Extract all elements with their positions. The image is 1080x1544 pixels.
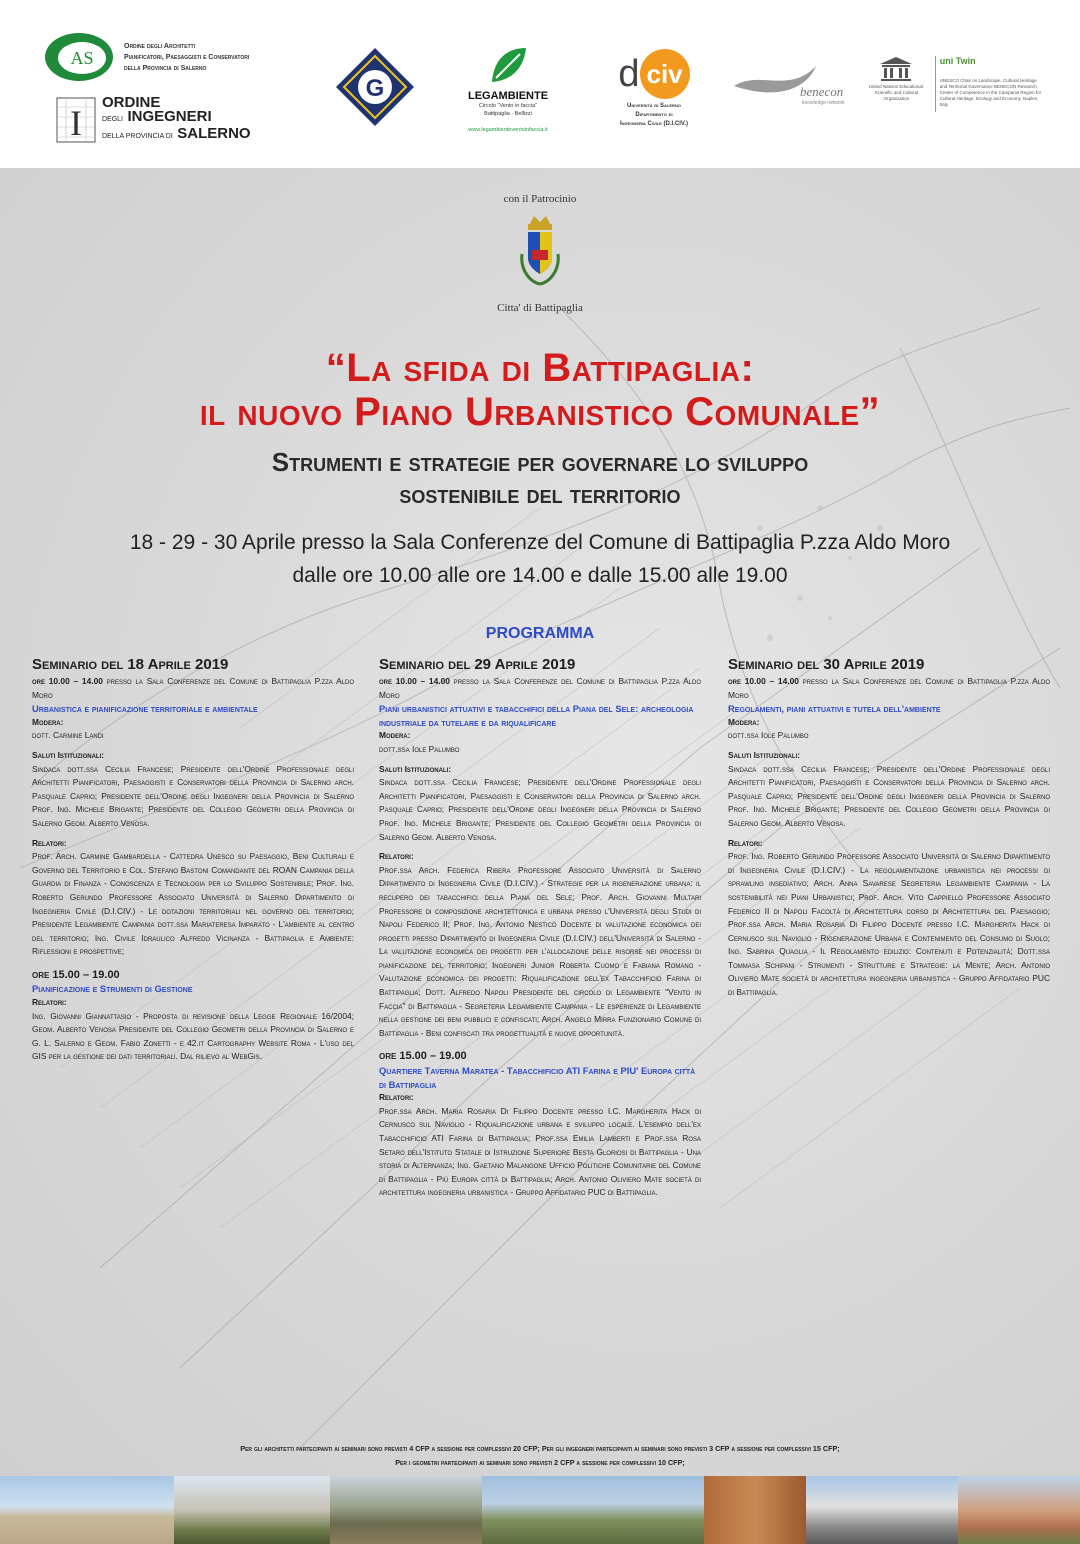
- pm-relatori-label: Relatori:: [379, 1092, 414, 1103]
- seminar-place: presso la Sala Conferenze del Comune di Battipaglia P.zza Aldo Moro: [32, 676, 355, 700]
- diciv-line-1: Università di Salerno: [627, 103, 681, 109]
- seminar-topic: Piani urbanistici attuativi e tabacchifici della Piana del Sele: archeologia industriale da tutelare e da riqualificare: [379, 703, 694, 728]
- ingegneri-degli: DEGLI: [102, 116, 124, 123]
- seminar-topic: Urbanistica e pianificazione territoriale e ambientale: [32, 703, 258, 715]
- seminar-time: ore 10.00 – 14.00: [728, 676, 799, 686]
- title-line-1: “La sfida di Battipaglia:: [325, 346, 755, 390]
- unitwin-caption: UNESCO Chair on Landscape, Cultural Heritage and Territorial Governance BENECON Research Center of Competence in the Campania Region for Cultural Heritage, Ecology and Economy, Naples, Italy: [939, 78, 1042, 107]
- architetti-emblem-icon: [42, 30, 116, 84]
- ingegneri-line-1: ORDINE: [102, 94, 161, 111]
- subtitle-line-2: sostenibile del territorio: [399, 479, 681, 509]
- legambiente-url: www.legambienteventoinfaccia.it: [468, 127, 548, 133]
- unesco-unitwin-logo: [862, 56, 1042, 120]
- svg-text:knowledge network: knowledge network: [802, 100, 845, 106]
- legambiente-logo: [458, 44, 558, 134]
- ordine-architetti-logo: [42, 30, 249, 84]
- pm-relatori-text: Ing. Giovanni Giannattasio - Proposta di revisione della Legge Regionale 16/2004; Geom. Alberto Venosa Presidente del Collegio Geometri della Provincia di Salerno e G. L. Salerno e Geom. Fabio Zonetti - e 42.it Cartography Website Roma - L'uso del GIS per la gestione dei dati territoriali. Dal rilievo al WebGis.: [32, 1010, 354, 1062]
- subtitle-line-1: Strumenti e strategie per governare lo sviluppo: [271, 447, 809, 477]
- sponsor-logo-bar: [0, 0, 1080, 168]
- collegio-geometri-logo: [334, 46, 416, 128]
- seminar-column-29: [379, 656, 701, 1200]
- seminar-place: presso la Sala Conferenze del Comune di Battipaglia P.zza Aldo Moro: [379, 676, 702, 700]
- svg-text:AS: AS: [70, 48, 94, 68]
- saluti-text: Sindaca dott.ssa Cecilia Francese; Presidente dell'Ordine Professionale degli Architetti Pianificatori, Paesaggisti e Conservatori della Provincia di Salerno arch. Pasquale Caprio; Presidente dell'Ordine degli Ingegneri della Provincia di Salerno Prof. Ing. Michele Brigante; Presidente del Collegio Geometri della Provincia di Salerno Geom. Alberto Venosa.: [728, 763, 1050, 828]
- legambiente-place: Battipaglia - Bellizzi: [484, 111, 532, 117]
- farmhouse-photo: [174, 1476, 330, 1544]
- diciv-d: d: [618, 52, 640, 95]
- seminar-pm-time: ore 15.00 – 19.00: [379, 1050, 467, 1063]
- beach-photo: [0, 1476, 174, 1544]
- modera-name: dott. Carmine Landi: [32, 730, 104, 741]
- modera-label: Modera:: [728, 716, 760, 727]
- ingegneri-line-3: SALERNO: [177, 125, 251, 142]
- saluti-label: Saluti Istituzionali:: [32, 749, 105, 760]
- street-photo: [806, 1476, 958, 1544]
- seminar-pm-time: ore 15.00 – 19.00: [32, 968, 120, 981]
- saluti-text: Sindaca dott.ssa Cecilia Francese; Presidente dell'Ordine Professionale degli Architetti Pianificatori, Paesaggisti e Conservatori della Provincia di Salerno arch. Pasquale Caprio; Presidente dell'Ordine degli Ingegneri della Provincia di Salerno Prof. Ing. Michele Brigante; Presidente del Collegio Geometri della Provincia di Salerno Geom. Alberto Venosa.: [379, 777, 701, 842]
- seminar-pm-topic: Quartiere Taverna Maratea - Tabacchificio ATI Farina e PIU' Europa città di Battipaglia: [379, 1065, 696, 1090]
- svg-text:benecon: benecon: [800, 84, 844, 99]
- ingegneri-emblem-icon: [56, 97, 96, 143]
- seminar-topic: Regolamenti, piani attuativi e tutela dell'ambiente: [728, 703, 941, 715]
- relatori-label: Relatori:: [728, 837, 763, 848]
- diciv-civ-circle: civ: [640, 49, 690, 99]
- geometri-diamond-icon: [334, 46, 416, 128]
- seminar-title: Seminario del 30 Aprile 2019: [728, 656, 925, 673]
- programma-heading: PROGRAMMA: [485, 625, 595, 642]
- seminar-column-18: [32, 656, 354, 1064]
- legambiente-name: LEGAMBIENTE: [467, 90, 549, 102]
- relatori-label: Relatori:: [379, 851, 414, 862]
- legambiente-circolo: Circolo "Vento in faccia": [478, 103, 538, 109]
- battipaglia-crest-icon: [516, 214, 564, 294]
- modera-label: Modera:: [32, 716, 64, 727]
- relatori-label: Relatori:: [32, 837, 67, 848]
- saluti-label: Saluti Istituzionali:: [379, 763, 452, 774]
- patrocinio-label: con il Patrocinio: [503, 193, 577, 205]
- seminar-column-30: [728, 656, 1050, 1000]
- svg-text:I: I: [70, 103, 82, 143]
- saluti-text: Sindaca dott.ssa Cecilia Francese; Presidente dell'Ordine Professionale degli Architetti Pianificatori, Paesaggisti e Conservatori della Provincia di Salerno arch. Pasquale Caprio; Presidente dell'Ordine degli Ingegneri della Provincia di Salerno Prof. Ing. Michele Brigante; Presidente del Collegio Geometri della Provincia di Salerno Geom. Alberto Venosa.: [32, 763, 354, 828]
- poster-body: [0, 168, 1080, 1476]
- seminar-time: ore 10.00 – 14.00: [32, 676, 103, 686]
- modera-name: dott.ssa Iole Palumbo: [379, 743, 460, 754]
- diciv-line-2: Dipartimento di: [635, 112, 673, 118]
- seminar-place: presso la Sala Conferenze del Comune di Battipaglia P.zza Aldo Moro: [728, 676, 1051, 700]
- unesco-caption: United Nations Educational, Scientific and Cultural Organization: [868, 84, 925, 101]
- tobacco-factory-photo: [704, 1476, 806, 1544]
- seminar-time: ore 10.00 – 14.00: [379, 676, 450, 686]
- pm-relatori-label: Relatori:: [32, 997, 67, 1008]
- modera-name: dott.ssa Iole Palumbo: [728, 730, 809, 741]
- diciv-line-3: Ingegneria Civile (D.I.CIV.): [619, 121, 688, 127]
- benecon-logo: [730, 60, 860, 108]
- ordine-ingegneri-logo: [56, 96, 251, 144]
- architetti-line-3: della Provincia di Salerno: [124, 64, 207, 72]
- diciv-logo: [600, 46, 708, 129]
- countryside-photo: [482, 1476, 704, 1544]
- relatori-text: Prof. Ing. Roberto Gerundo Professore Associato Università di Salerno Dipartimento di Ingegneria Civile (D.I.CIV.) - La regolamentazione urbanistica nei processi di sprawling insediativo; Arch. Anna Savarese Segreteria Legambiente Campania - La sostenibilità nei Piani Urbanistici; Prof. Arch. Vito Cappiello Professore Associato Federico II di Napoli Facoltà di Architettura corso di Architettura del Paesaggio; Prof.ssa Arch. Maria Rosaria Di Filippo Docente presso I.C. Margherita Hack di Cernusco sul Naviglio - Rigenerazione Urbana e Contenimento del Consumo di Suolo; Ing. Sabrina Quaglia - Il Regolamento edilizio: Contenuti e Potenzialità; Dott.ssa Tommasa Schipani - Strumenti - Strutture e Strategie: la Mente; Arch. Antonio Oliviero Mate società di architettura ingegneria urbanistica - Gruppo Affidatario PUC di Battipaglia.: [728, 851, 1050, 998]
- river-photo: [330, 1476, 482, 1544]
- pm-relatori-text: Prof.ssa Arch. Maria Rosaria Di Filippo Docente presso I.C. Margherita Hack di Cernusco sul Naviglio - Riqualificazione urbana e sviluppo locale. L'esempio dell'ex Tabacchificio ATI Farina di Battipaglia; Prof.ssa Emilia Lamberti e Prof.ssa Rosa Setaro dell'Istituto Statale di Istruzione Superiore Besta Gloriosi di Battipaglia - Una storia di Alternanza; Ing. Gaetano Malangone Ufficio Politiche Comunitarie del Comune di Battipaglia - Più Europa città di Battipaglia; Arch. Antonio Oliviero Mate società di architettura ingegneria urbanistica - Gruppo Affidatario PUC di Battipaglia.: [379, 1105, 701, 1198]
- seminar-title: Seminario del 29 Aprile 2019: [379, 656, 576, 673]
- credits-line-1: Per gli architetti partecipanti ai seminari sono previsti 4 CFP a sessione per complessivi 20 CFP; Per gli ingegneri partecipanti ai seminari sono previsti 3 CFP a sessione per complessivi 15 CFP;: [240, 1444, 840, 1453]
- seminar-title: Seminario del 18 Aprile 2019: [32, 656, 229, 673]
- benecon-swoosh-icon: [730, 60, 860, 108]
- seminar-pm-topic: Pianificazione e Strumenti di Gestione: [32, 983, 193, 995]
- architetti-line-2: Pianificatori, Paesaggisti e Conservatori: [124, 53, 250, 61]
- modera-label: Modera:: [379, 730, 411, 741]
- credits-line-2: Per i geometri partecipanti ai seminari sono previsti 2 CFP a sessione per complessivi 10 CFP;: [395, 1458, 685, 1467]
- dates-line-2: dalle ore 10.00 alle ore 14.00 e dalle 15.00 alle 19.00: [292, 564, 788, 587]
- legambiente-leaf-icon: [486, 44, 530, 88]
- relatori-text: Prof.ssa Arch. Federica Ribera Professore Associato Università di Salerno Dipartimento di Ingegneria Civile (D.I.CIV.) - Strategie per la rigenerazione urbana: il recupero dei tabacchifici della Piana del Sele; Prof. Arch. Giovanni Multari Professore di composizione architettonica e urbana presso l'Università degli Studi di Napoli Federico II; Prof. Ing. Antonio Nesticò Docente di valutazione economica dei progetti presso Dipartimento di Ingegneria Civile (D.I.CIV.) dell'Università di Salerno - La valutazione economica dei progetti per l'allocazione delle risorse nei processi di pianificazione del territorio; Ingegneri Junior Roberta Cuomo e Fabiana Romano - Valutazione economica dei progetti: Riqualificazione dell'ex Tabacchificio Farina di Battipaglia; Dott. Alfredo Napoli Presidente del circolo di Legambiente "Vento in Faccia" di Battipaglia - Segreteria Legambiente Campania - Le esperienze di Legambiente nella gestione dei beni pubblici e confiscati; Arch. Angelo Mirra Funzionario Comune di Battipaglia - Beni confiscati tra progettualità e nuove opportunità.: [379, 864, 701, 1038]
- svg-text:G: G: [365, 75, 385, 102]
- dates-line-1: 18 - 29 - 30 Aprile presso la Sala Conferenze del Comune di Battipaglia P.zza Aldo Moro: [129, 531, 951, 554]
- unesco-temple-icon: [879, 56, 913, 82]
- buildings-photo: [958, 1476, 1080, 1544]
- citta-label: Citta' di Battipaglia: [497, 302, 583, 314]
- architetti-line-1: Ordine degli Architetti: [124, 42, 196, 50]
- ingegneri-provincia: DELLA PROVINCIA DI: [102, 133, 173, 140]
- relatori-text: Prof. Arch. Carmine Gambardella - Cattedra Unesco su Paesaggio, Beni Culturali e Governo del Territorio e Col. Stefano Bastoni Comandante del ROAN Campania della Guardia di Finanza - Conoscenza e Tecnologia per lo Sviluppo Sostenibile; Prof. Ing. Roberto Gerundo Professore Associato Università di Salerno Dipartimento di Ingegneria Civile (D.I.CIV.) - Le dotazioni territoriali nel governo del territorio; Presidente Legambiente Campania dott.ssa Mariateresa Imparato - L'ambiente al centro del territorio; Ing. Civile Idraulico Alfredo Vicinanza - Battipaglia e Ambiente: Riflessioni e prospettive;: [32, 851, 354, 957]
- unitwin-brand: uni Twin: [939, 56, 976, 66]
- saluti-label: Saluti Istituzionali:: [728, 749, 801, 760]
- photo-strip: [0, 1476, 1080, 1544]
- ingegneri-line-2: INGEGNERI: [127, 108, 212, 125]
- title-line-2: il nuovo Piano Urbanistico Comunale”: [199, 390, 881, 434]
